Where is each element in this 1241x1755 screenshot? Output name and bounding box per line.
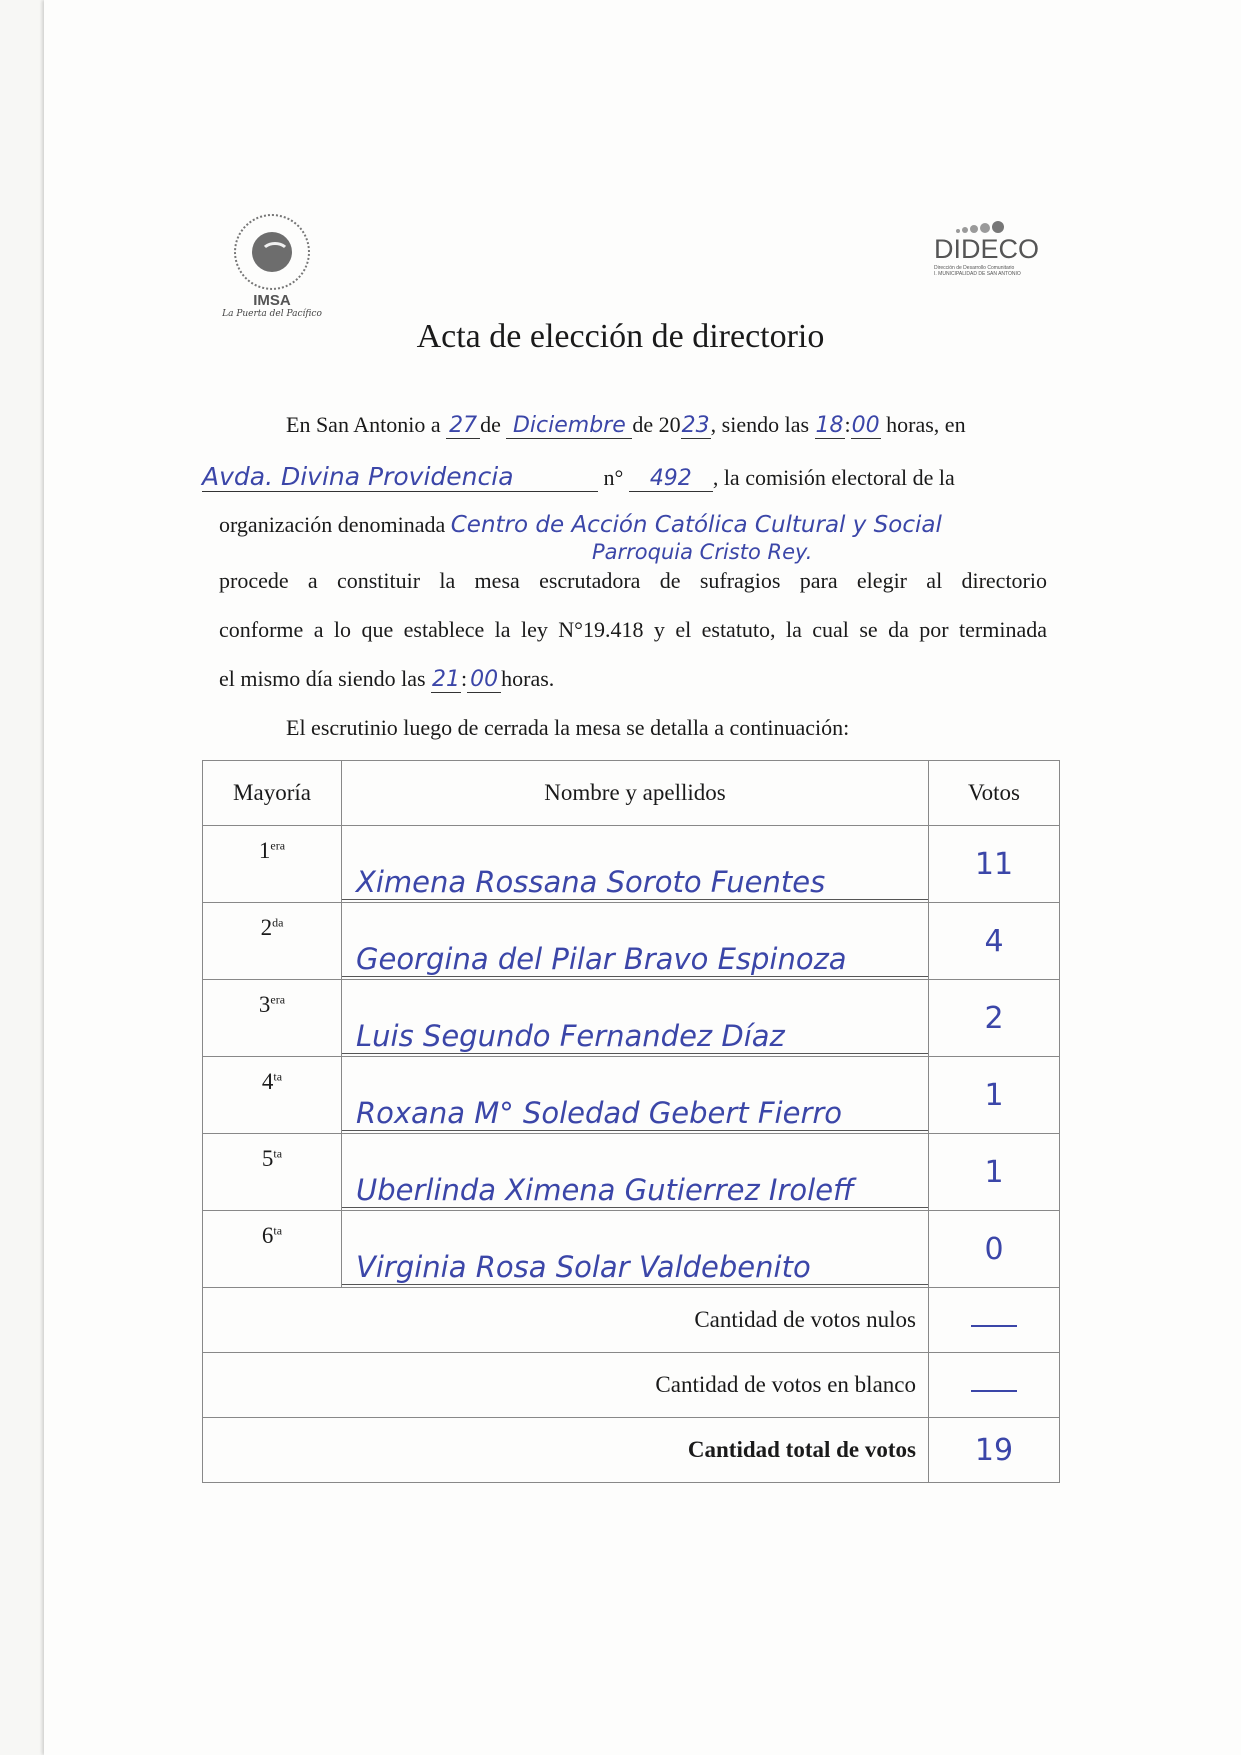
rank-cell bbox=[203, 903, 342, 980]
candidate-name: Uberlinda Ximena Gutierrez Iroleff bbox=[342, 1173, 928, 1208]
table-row bbox=[203, 1211, 1060, 1288]
intro-line-4: procede a constituir la mesa escrutadora de sufragios para elegir al directorio bbox=[219, 568, 1047, 593]
intro-line-5: conforme a lo que establece la ley N°19.418 y el estatuto, la cual se da por terminada bbox=[219, 617, 1047, 642]
nulos-value bbox=[929, 1288, 1060, 1353]
table-row bbox=[203, 826, 1060, 903]
candidate-name: Georgina del Pilar Bravo Espinoza bbox=[342, 942, 928, 977]
header-nombre: Nombre y apellidos bbox=[342, 761, 929, 826]
address-value: Avda. Divina Providencia bbox=[202, 462, 514, 491]
candidate-name: Luis Segundo Fernandez Díaz bbox=[342, 1019, 928, 1054]
intro-line-6: el mismo día siendo las 21: 00 horas. bbox=[219, 666, 555, 692]
dideco-logo-name: DIDECO bbox=[934, 234, 1040, 264]
rank-number: 2 bbox=[260, 915, 273, 940]
address-field bbox=[202, 462, 598, 492]
text-en-san-antonio: En San Antonio a bbox=[286, 412, 441, 437]
end-minute-value: 00 bbox=[470, 667, 499, 692]
rank-number: 3 bbox=[258, 992, 271, 1017]
blanco-row bbox=[203, 1353, 1060, 1418]
table-row bbox=[203, 1134, 1060, 1211]
rank-cell bbox=[203, 826, 342, 903]
votes-cell bbox=[929, 1134, 1060, 1211]
month-field bbox=[506, 412, 632, 439]
votes-cell bbox=[929, 1211, 1060, 1288]
name-cell bbox=[342, 1057, 929, 1134]
minute-value: 00 bbox=[851, 413, 880, 438]
table-row bbox=[203, 1057, 1060, 1134]
rank-suffix: ta bbox=[273, 1069, 283, 1084]
intro-line-3 bbox=[219, 512, 1047, 538]
dots-icon bbox=[956, 220, 1006, 238]
imsa-logo-tagline: La Puerta del Pacífico bbox=[222, 309, 322, 319]
header-votos: Votos bbox=[929, 761, 1060, 826]
hour-value: 18 bbox=[815, 413, 844, 438]
name-cell bbox=[342, 1134, 929, 1211]
candidate-name: Ximena Rossana Soroto Fuentes bbox=[342, 865, 928, 900]
rank-cell bbox=[203, 1211, 342, 1288]
votes-cell bbox=[929, 903, 1060, 980]
candidate-votes: 0 bbox=[984, 1231, 1004, 1267]
text-horas: horas. bbox=[501, 666, 555, 691]
org-name-line-2: Parroquia Cristo Rey. bbox=[592, 540, 813, 564]
rank-number: 6 bbox=[261, 1223, 274, 1248]
dideco-logo-subtitle-2: I. MUNICIPALIDAD DE SAN ANTONIO bbox=[934, 271, 1021, 277]
name-cell bbox=[342, 980, 929, 1057]
text-organizacion: organización denominada bbox=[219, 512, 446, 537]
intro-line-2 bbox=[202, 462, 1047, 492]
text-siendo-las: , siendo las bbox=[710, 412, 810, 437]
candidate-votes: 4 bbox=[984, 923, 1004, 959]
intro-line-7: El escrutinio luego de cerrada la mesa se detalla a continuación: bbox=[286, 715, 850, 740]
blanco-label: Cantidad de votos en blanco bbox=[203, 1353, 929, 1418]
rank-cell bbox=[203, 1134, 342, 1211]
municipal-seal-icon bbox=[234, 214, 310, 290]
imsa-logo-name: IMSA bbox=[253, 292, 291, 309]
results-table bbox=[202, 760, 1060, 1483]
intro-line-1: En San Antonio a 27 de Diciembre de 2023, siendo las 18:00 horas, en bbox=[286, 412, 966, 438]
total-votes: 19 bbox=[974, 1432, 1014, 1468]
rank-suffix: da bbox=[272, 915, 284, 930]
year-field bbox=[681, 412, 711, 439]
candidate-name: Roxana M° Soledad Gebert Fierro bbox=[342, 1096, 928, 1131]
rank-cell bbox=[203, 1057, 342, 1134]
address-number-field bbox=[629, 465, 713, 492]
org-name-field bbox=[451, 512, 1039, 538]
org-name-value: Centro de Acción Católica Cultural y Social bbox=[450, 512, 942, 538]
name-cell bbox=[342, 903, 929, 980]
text-de-2: de 20 bbox=[632, 412, 681, 437]
rank-suffix: era bbox=[270, 992, 286, 1007]
rank-number: 1 bbox=[258, 838, 271, 863]
dideco-logo bbox=[934, 228, 1046, 277]
rank-number: 5 bbox=[261, 1146, 274, 1171]
nulos-row bbox=[203, 1288, 1060, 1353]
dideco-logo-subtitle-1: Dirección de Desarrollo Comunitario bbox=[934, 265, 1015, 271]
text-mismo-dia: el mismo día siendo las bbox=[219, 666, 426, 691]
candidate-votes: 1 bbox=[984, 1154, 1004, 1190]
table-header-row bbox=[203, 761, 1060, 826]
rank-suffix: era bbox=[270, 838, 286, 853]
name-cell bbox=[342, 826, 929, 903]
table-row bbox=[203, 980, 1060, 1057]
page-title: Acta de elección de directorio bbox=[416, 318, 825, 355]
year-value: 23 bbox=[681, 413, 710, 438]
text-horas-en: horas, en bbox=[886, 412, 966, 437]
month-value: Diciembre bbox=[512, 413, 626, 438]
day-value: 27 bbox=[449, 413, 478, 438]
total-row bbox=[203, 1418, 1060, 1483]
end-minute-field bbox=[467, 666, 501, 693]
hour-field bbox=[815, 412, 845, 439]
text-comision: , la comisión electoral de la bbox=[712, 465, 955, 490]
rank-number: 4 bbox=[261, 1069, 274, 1094]
votes-cell bbox=[929, 826, 1060, 903]
text-de-1: de bbox=[480, 412, 501, 437]
blanco-value bbox=[929, 1353, 1060, 1418]
nulos-label: Cantidad de votos nulos bbox=[203, 1288, 929, 1353]
nulos-dash bbox=[971, 1325, 1017, 1327]
votes-cell bbox=[929, 1057, 1060, 1134]
votes-cell bbox=[929, 980, 1060, 1057]
candidate-votes: 2 bbox=[984, 1000, 1004, 1036]
rank-suffix: ta bbox=[273, 1146, 283, 1161]
text-numero: n° bbox=[603, 465, 624, 490]
minute-field bbox=[851, 412, 881, 439]
total-label: Cantidad total de votos bbox=[203, 1418, 929, 1483]
total-value-cell bbox=[929, 1418, 1060, 1483]
table-row bbox=[203, 903, 1060, 980]
end-hour-field bbox=[431, 666, 461, 693]
candidate-name: Virginia Rosa Solar Valdebenito bbox=[342, 1250, 928, 1285]
candidate-votes: 1 bbox=[984, 1077, 1004, 1113]
candidate-votes: 11 bbox=[974, 846, 1014, 882]
header-mayoria: Mayoría bbox=[203, 761, 342, 826]
day-field bbox=[446, 412, 480, 439]
name-cell bbox=[342, 1211, 929, 1288]
rank-suffix: ta bbox=[273, 1223, 283, 1238]
blanco-dash bbox=[971, 1390, 1017, 1392]
rank-cell bbox=[203, 980, 342, 1057]
address-number-value: 492 bbox=[649, 466, 692, 491]
imsa-logo bbox=[222, 214, 322, 319]
end-hour-value: 21 bbox=[432, 667, 461, 692]
